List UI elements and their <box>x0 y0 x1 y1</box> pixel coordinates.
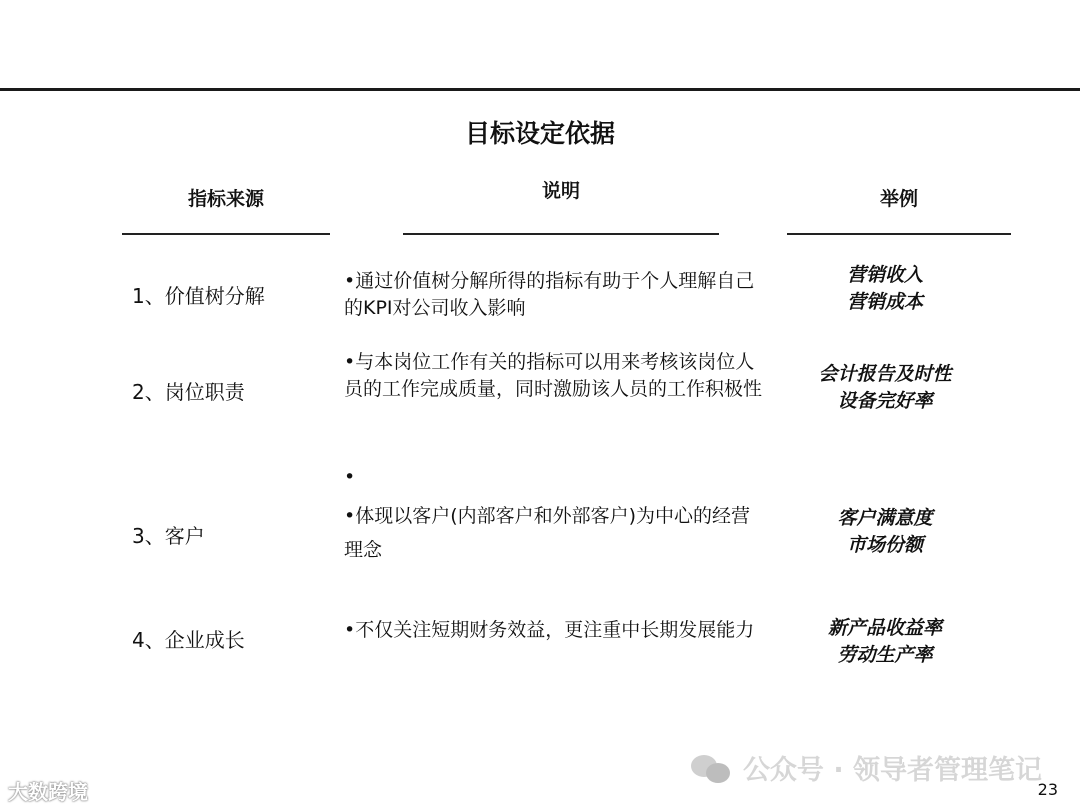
row-3-examples <box>785 505 985 559</box>
row-2-source: 2、岗位职责 <box>132 380 245 404</box>
footer-logo: 大数跨境 <box>8 780 88 804</box>
row-1-example-1: 营销收入 <box>846 264 923 286</box>
row-4-example-2: 劳动生产率 <box>837 644 933 666</box>
row-3-desc: •体现以客户(内部客户和外部客户)为中心的经营理念 <box>344 505 751 561</box>
wechat-icon <box>691 753 731 783</box>
header-rule-example <box>787 233 1011 235</box>
row-2-example-2: 设备完好率 <box>837 390 933 412</box>
row-1-source: 1、价值树分解 <box>132 284 265 308</box>
header-rule-desc <box>403 233 719 235</box>
header-rule-source <box>122 233 330 235</box>
top-rule <box>0 88 1080 91</box>
header-desc: 说明 <box>541 180 580 202</box>
row-3-example-2: 市场份额 <box>846 534 923 556</box>
row-2-example-1: 会计报告及时性 <box>818 363 952 385</box>
row-4-examples <box>785 615 985 669</box>
row-4-source: 4、企业成长 <box>132 628 245 652</box>
row-4-example-1: 新产品收益率 <box>827 617 942 639</box>
header-source: 指标来源 <box>187 188 264 210</box>
row-4-desc: •不仅关注短期财务效益，更注重中长期发展能力 <box>344 619 755 641</box>
row-3-source: 3、客户 <box>132 524 205 548</box>
footer-brand-text: 公众号 · 领导者管理笔记 <box>742 755 1042 786</box>
row-1-desc: •通过价值树分解所得的指标有助于个人理解自己的KPI对公司收入影响 <box>344 270 755 319</box>
row-3-bullet: • <box>344 466 356 488</box>
row-2-examples <box>785 361 985 415</box>
page-number: 23 <box>1037 780 1058 799</box>
row-2-desc: •与本岗位工作有关的指标可以用来考核该岗位人员的工作完成质量，同时激励该人员的工作积极性 <box>344 351 763 400</box>
header-example: 举例 <box>879 188 918 210</box>
page-title: 目标设定依据 <box>464 119 615 148</box>
row-1-examples <box>785 262 985 316</box>
row-1-example-2: 营销成本 <box>846 291 923 313</box>
footer-brand <box>691 748 1042 787</box>
row-3-example-1: 客户满意度 <box>837 507 933 529</box>
